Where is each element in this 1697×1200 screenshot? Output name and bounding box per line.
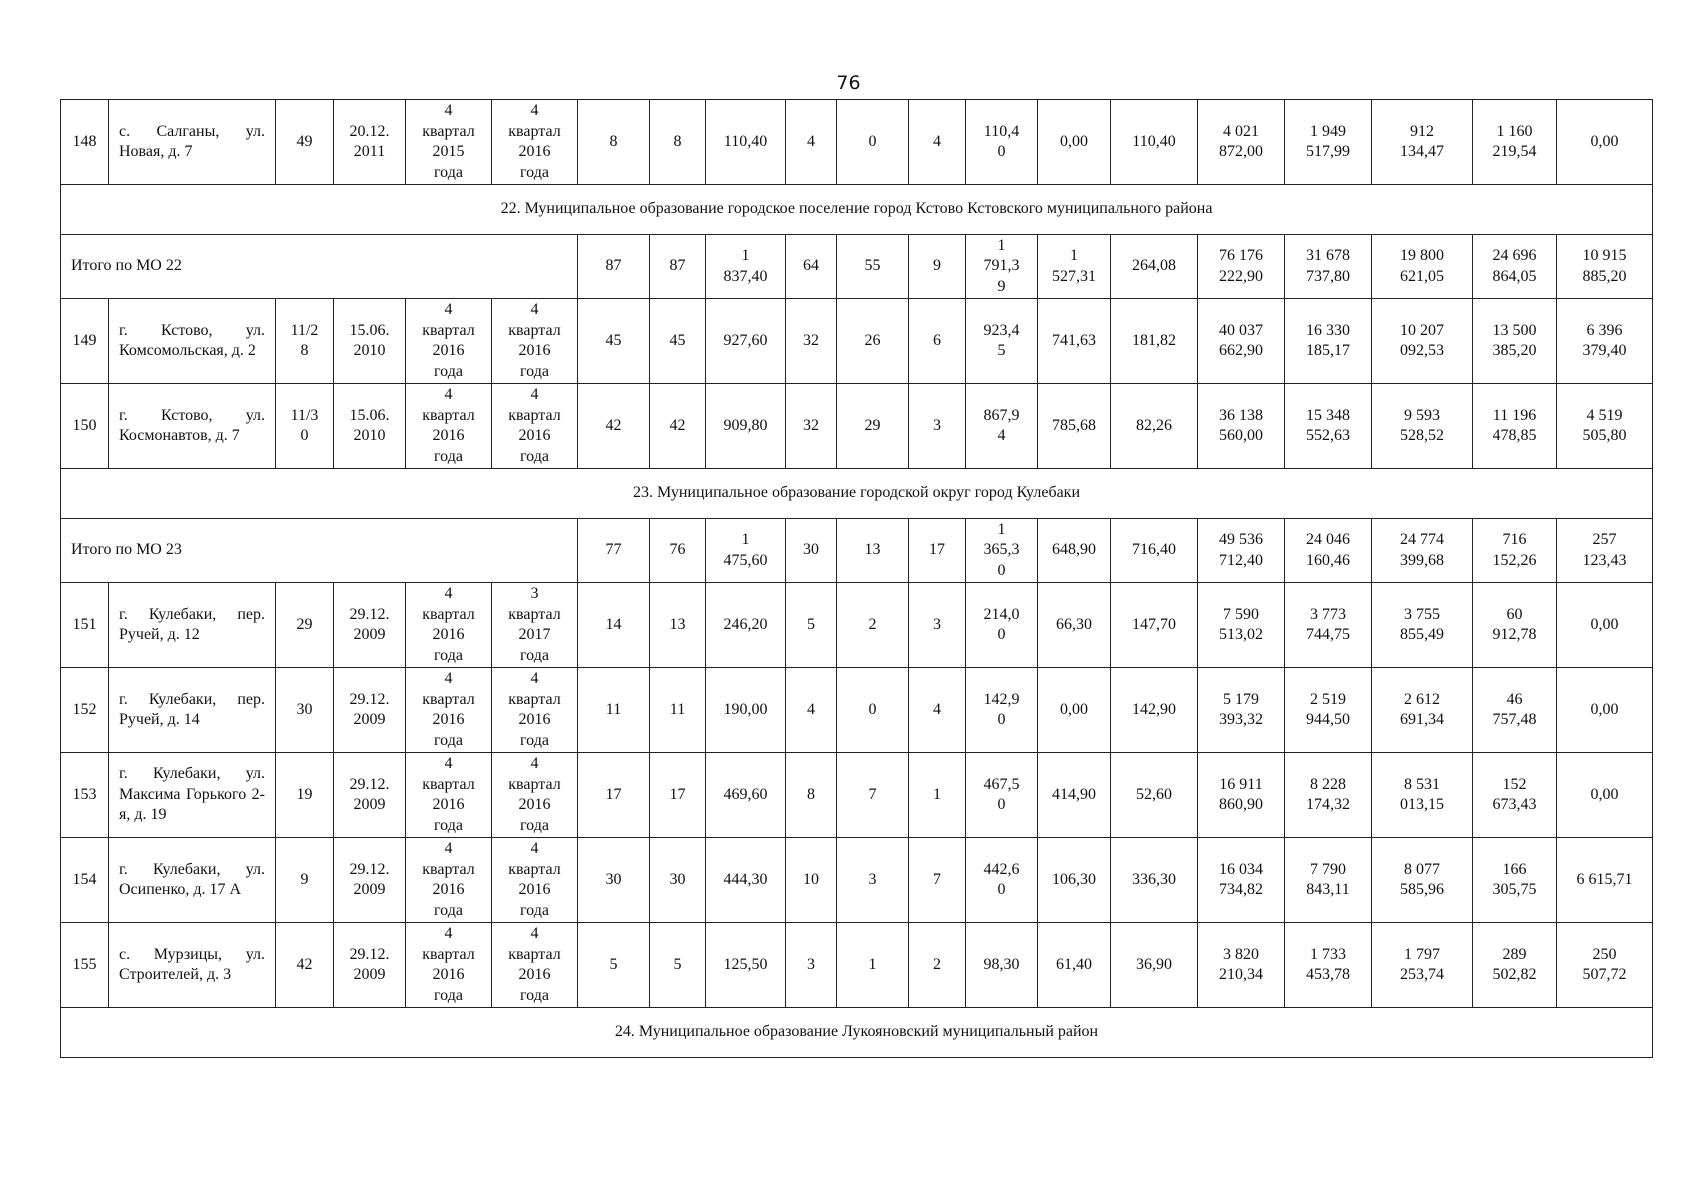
cell-col-20: 6 396 379,40 [1557, 299, 1653, 384]
cell-end-period: 3 квартал 2017 года [492, 583, 578, 668]
cell-col-12: 17 [909, 519, 966, 583]
cell-col-14: 61,40 [1038, 923, 1111, 1008]
cell-col-15: 142,90 [1111, 668, 1198, 753]
cell-col-15: 52,60 [1111, 753, 1198, 838]
cell-col-18: 8 077 585,96 [1372, 838, 1473, 923]
cell-col-13: 442,6 0 [966, 838, 1038, 923]
cell-col-20: 4 519 505,80 [1557, 384, 1653, 469]
cell-col-8: 45 [650, 299, 706, 384]
cell-col-14: 0,00 [1038, 100, 1111, 185]
cell-date: 29.12. 2009 [334, 583, 406, 668]
cell-date: 29.12. 2009 [334, 753, 406, 838]
cell-col-18: 1 797 253,74 [1372, 923, 1473, 1008]
cell-start-period: 4 квартал 2015 года [406, 100, 492, 185]
cell-start-period: 4 квартал 2016 года [406, 838, 492, 923]
cell-col-9: 125,50 [706, 923, 786, 1008]
cell-col-16: 36 138 560,00 [1198, 384, 1285, 469]
cell-col-12: 1 [909, 753, 966, 838]
cell-col-10: 8 [786, 753, 837, 838]
cell-row-number: 155 [61, 923, 109, 1008]
cell-row-number: 152 [61, 668, 109, 753]
cell-col-17: 8 228 174,32 [1285, 753, 1372, 838]
cell-col-13: 923,4 5 [966, 299, 1038, 384]
cell-building-number: 30 [276, 668, 334, 753]
total-label: Итого по МО 23 [61, 519, 578, 583]
cell-address: г. Кулебаки, пер. Ручей, д. 14 [109, 668, 276, 753]
cell-col-16: 16 911 860,90 [1198, 753, 1285, 838]
cell-col-14: 0,00 [1038, 668, 1111, 753]
cell-col-17: 2 519 944,50 [1285, 668, 1372, 753]
total-row [61, 235, 1653, 299]
cell-col-13: 110,4 0 [966, 100, 1038, 185]
cell-col-17: 15 348 552,63 [1285, 384, 1372, 469]
cell-col-12: 7 [909, 838, 966, 923]
cell-col-8: 8 [650, 100, 706, 185]
cell-col-9: 909,80 [706, 384, 786, 469]
cell-col-9: 1 837,40 [706, 235, 786, 299]
section-row [61, 1008, 1653, 1058]
cell-col-11: 3 [837, 838, 909, 923]
cell-address: г. Кулебаки, ул. Максима Горького 2-я, д. 19 [109, 753, 276, 838]
cell-col-17: 16 330 185,17 [1285, 299, 1372, 384]
cell-building-number: 11/2 8 [276, 299, 334, 384]
page-number: 76 [836, 72, 861, 94]
cell-date: 20.12. 2011 [334, 100, 406, 185]
cell-col-19: 289 502,82 [1473, 923, 1557, 1008]
cell-col-9: 110,40 [706, 100, 786, 185]
cell-start-period: 4 квартал 2016 года [406, 668, 492, 753]
cell-col-10: 10 [786, 838, 837, 923]
cell-col-7: 8 [578, 100, 650, 185]
cell-row-number: 153 [61, 753, 109, 838]
cell-start-period: 4 квартал 2016 года [406, 583, 492, 668]
cell-col-16: 40 037 662,90 [1198, 299, 1285, 384]
table-row [61, 583, 1653, 668]
cell-col-9: 246,20 [706, 583, 786, 668]
cell-col-11: 7 [837, 753, 909, 838]
cell-col-10: 30 [786, 519, 837, 583]
cell-col-11: 29 [837, 384, 909, 469]
cell-col-10: 64 [786, 235, 837, 299]
cell-building-number: 49 [276, 100, 334, 185]
cell-col-18: 19 800 621,05 [1372, 235, 1473, 299]
cell-col-14: 66,30 [1038, 583, 1111, 668]
cell-col-19: 166 305,75 [1473, 838, 1557, 923]
cell-col-11: 1 [837, 923, 909, 1008]
cell-col-18: 3 755 855,49 [1372, 583, 1473, 668]
cell-col-19: 152 673,43 [1473, 753, 1557, 838]
cell-col-11: 26 [837, 299, 909, 384]
cell-col-8: 11 [650, 668, 706, 753]
cell-col-9: 444,30 [706, 838, 786, 923]
section-row [61, 469, 1653, 519]
cell-col-19: 60 912,78 [1473, 583, 1557, 668]
section-title: 22. Муниципальное образование городское поселение город Кстово Кстовского муниципального района [61, 185, 1653, 235]
cell-col-7: 17 [578, 753, 650, 838]
cell-col-7: 11 [578, 668, 650, 753]
cell-col-11: 0 [837, 100, 909, 185]
cell-start-period: 4 квартал 2016 года [406, 923, 492, 1008]
cell-col-9: 190,00 [706, 668, 786, 753]
cell-address: г. Кстово, ул. Космонавтов, д. 7 [109, 384, 276, 469]
cell-building-number: 11/3 0 [276, 384, 334, 469]
cell-col-7: 5 [578, 923, 650, 1008]
cell-col-11: 55 [837, 235, 909, 299]
cell-start-period: 4 квартал 2016 года [406, 299, 492, 384]
cell-col-12: 2 [909, 923, 966, 1008]
cell-date: 15.06. 2010 [334, 384, 406, 469]
cell-col-8: 87 [650, 235, 706, 299]
cell-end-period: 4 квартал 2016 года [492, 384, 578, 469]
cell-col-10: 4 [786, 100, 837, 185]
cell-col-8: 76 [650, 519, 706, 583]
cell-col-16: 76 176 222,90 [1198, 235, 1285, 299]
table-row [61, 299, 1653, 384]
cell-col-7: 45 [578, 299, 650, 384]
cell-col-16: 7 590 513,02 [1198, 583, 1285, 668]
cell-end-period: 4 квартал 2016 года [492, 838, 578, 923]
cell-col-20: 0,00 [1557, 100, 1653, 185]
cell-col-12: 9 [909, 235, 966, 299]
cell-col-16: 5 179 393,32 [1198, 668, 1285, 753]
cell-col-7: 42 [578, 384, 650, 469]
cell-row-number: 151 [61, 583, 109, 668]
cell-date: 29.12. 2009 [334, 923, 406, 1008]
cell-col-7: 87 [578, 235, 650, 299]
cell-col-8: 30 [650, 838, 706, 923]
cell-col-19: 1 160 219,54 [1473, 100, 1557, 185]
cell-col-20: 257 123,43 [1557, 519, 1653, 583]
cell-col-10: 4 [786, 668, 837, 753]
cell-col-16: 4 021 872,00 [1198, 100, 1285, 185]
cell-col-18: 24 774 399,68 [1372, 519, 1473, 583]
table-row [61, 838, 1653, 923]
cell-date: 15.06. 2010 [334, 299, 406, 384]
cell-col-11: 0 [837, 668, 909, 753]
cell-col-15: 36,90 [1111, 923, 1198, 1008]
cell-col-7: 77 [578, 519, 650, 583]
cell-col-15: 716,40 [1111, 519, 1198, 583]
cell-col-17: 24 046 160,46 [1285, 519, 1372, 583]
cell-col-8: 13 [650, 583, 706, 668]
cell-col-10: 5 [786, 583, 837, 668]
cell-col-17: 1 949 517,99 [1285, 100, 1372, 185]
cell-col-20: 0,00 [1557, 753, 1653, 838]
table-row [61, 923, 1653, 1008]
cell-col-18: 8 531 013,15 [1372, 753, 1473, 838]
cell-col-12: 4 [909, 668, 966, 753]
cell-col-14: 414,90 [1038, 753, 1111, 838]
cell-address: г. Кулебаки, пер. Ручей, д. 12 [109, 583, 276, 668]
cell-col-19: 13 500 385,20 [1473, 299, 1557, 384]
cell-col-9: 927,60 [706, 299, 786, 384]
section-title: 23. Муниципальное образование городской округ город Кулебаки [61, 469, 1653, 519]
cell-start-period: 4 квартал 2016 года [406, 384, 492, 469]
cell-col-14: 741,63 [1038, 299, 1111, 384]
cell-col-17: 7 790 843,11 [1285, 838, 1372, 923]
cell-col-8: 42 [650, 384, 706, 469]
cell-col-13: 214,0 0 [966, 583, 1038, 668]
cell-building-number: 19 [276, 753, 334, 838]
table-row [61, 384, 1653, 469]
cell-col-14: 106,30 [1038, 838, 1111, 923]
cell-building-number: 9 [276, 838, 334, 923]
cell-col-7: 14 [578, 583, 650, 668]
cell-col-20: 250 507,72 [1557, 923, 1653, 1008]
cell-col-12: 3 [909, 583, 966, 668]
cell-end-period: 4 квартал 2016 года [492, 923, 578, 1008]
cell-col-10: 3 [786, 923, 837, 1008]
cell-col-9: 1 475,60 [706, 519, 786, 583]
cell-col-13: 867,9 4 [966, 384, 1038, 469]
cell-col-18: 912 134,47 [1372, 100, 1473, 185]
cell-col-13: 467,5 0 [966, 753, 1038, 838]
cell-col-20: 6 615,71 [1557, 838, 1653, 923]
cell-end-period: 4 квартал 2016 года [492, 100, 578, 185]
cell-col-15: 110,40 [1111, 100, 1198, 185]
cell-col-12: 6 [909, 299, 966, 384]
cell-col-8: 5 [650, 923, 706, 1008]
cell-row-number: 150 [61, 384, 109, 469]
cell-col-11: 2 [837, 583, 909, 668]
cell-col-20: 0,00 [1557, 668, 1653, 753]
cell-col-13: 142,9 0 [966, 668, 1038, 753]
cell-col-9: 469,60 [706, 753, 786, 838]
cell-col-19: 11 196 478,85 [1473, 384, 1557, 469]
cell-col-16: 16 034 734,82 [1198, 838, 1285, 923]
cell-end-period: 4 квартал 2016 года [492, 668, 578, 753]
cell-address: с. Мурзицы, ул. Строителей, д. 3 [109, 923, 276, 1008]
cell-col-7: 30 [578, 838, 650, 923]
cell-col-19: 24 696 864,05 [1473, 235, 1557, 299]
cell-end-period: 4 квартал 2016 года [492, 753, 578, 838]
cell-col-15: 147,70 [1111, 583, 1198, 668]
cell-col-16: 3 820 210,34 [1198, 923, 1285, 1008]
cell-col-8: 17 [650, 753, 706, 838]
cell-col-10: 32 [786, 384, 837, 469]
table-row [61, 100, 1653, 185]
cell-address: г. Кстово, ул. Комсомольская, д. 2 [109, 299, 276, 384]
cell-building-number: 42 [276, 923, 334, 1008]
cell-date: 29.12. 2009 [334, 838, 406, 923]
section-title: 24. Муниципальное образование Лукояновский муниципальный район [61, 1008, 1653, 1058]
cell-col-20: 10 915 885,20 [1557, 235, 1653, 299]
cell-col-16: 49 536 712,40 [1198, 519, 1285, 583]
cell-col-19: 46 757,48 [1473, 668, 1557, 753]
table-row [61, 668, 1653, 753]
cell-col-14: 1 527,31 [1038, 235, 1111, 299]
cell-col-14: 785,68 [1038, 384, 1111, 469]
cell-col-11: 13 [837, 519, 909, 583]
cell-col-13: 98,30 [966, 923, 1038, 1008]
cell-col-13: 1 365,3 0 [966, 519, 1038, 583]
cell-row-number: 148 [61, 100, 109, 185]
cell-col-17: 1 733 453,78 [1285, 923, 1372, 1008]
cell-address: с. Салганы, ул. Новая, д. 7 [109, 100, 276, 185]
cell-col-13: 1 791,3 9 [966, 235, 1038, 299]
cell-col-18: 2 612 691,34 [1372, 668, 1473, 753]
cell-col-15: 336,30 [1111, 838, 1198, 923]
cell-col-17: 31 678 737,80 [1285, 235, 1372, 299]
cell-col-19: 716 152,26 [1473, 519, 1557, 583]
cell-col-15: 82,26 [1111, 384, 1198, 469]
cell-col-10: 32 [786, 299, 837, 384]
cell-end-period: 4 квартал 2016 года [492, 299, 578, 384]
cell-date: 29.12. 2009 [334, 668, 406, 753]
cell-col-18: 9 593 528,52 [1372, 384, 1473, 469]
cell-col-12: 3 [909, 384, 966, 469]
cell-col-12: 4 [909, 100, 966, 185]
total-row [61, 519, 1653, 583]
cell-row-number: 154 [61, 838, 109, 923]
cell-col-20: 0,00 [1557, 583, 1653, 668]
cell-col-15: 181,82 [1111, 299, 1198, 384]
housing-program-table [60, 99, 1653, 1058]
section-row [61, 185, 1653, 235]
cell-col-18: 10 207 092,53 [1372, 299, 1473, 384]
cell-col-14: 648,90 [1038, 519, 1111, 583]
table-row [61, 753, 1653, 838]
total-label: Итого по МО 22 [61, 235, 578, 299]
cell-start-period: 4 квартал 2016 года [406, 753, 492, 838]
cell-col-17: 3 773 744,75 [1285, 583, 1372, 668]
cell-address: г. Кулебаки, ул. Осипенко, д. 17 А [109, 838, 276, 923]
cell-col-15: 264,08 [1111, 235, 1198, 299]
cell-row-number: 149 [61, 299, 109, 384]
cell-building-number: 29 [276, 583, 334, 668]
